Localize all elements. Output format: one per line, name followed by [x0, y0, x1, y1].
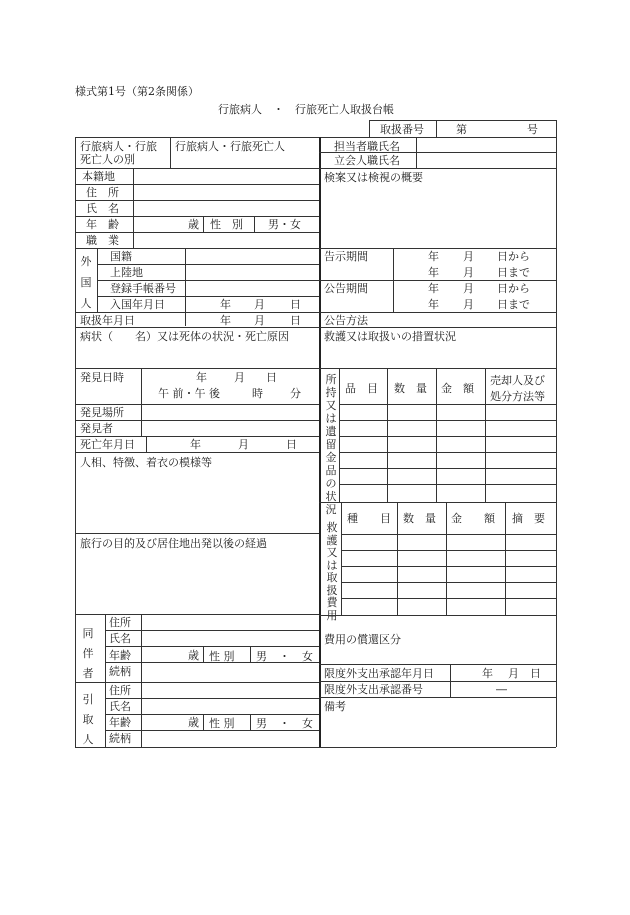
- rule: [319, 248, 556, 249]
- rule: [319, 615, 556, 616]
- hiki-onna: 女: [302, 717, 313, 730]
- rule: [75, 232, 319, 233]
- rule: [254, 216, 255, 232]
- rule: [319, 327, 556, 328]
- form-number: 様式第1号（第2条関係）: [75, 85, 199, 98]
- kyugo-sochi-label: 救護又は取扱いの措置状況: [324, 330, 456, 343]
- hiyo-row: [341, 550, 556, 551]
- toriatsukai-dai: 第: [456, 123, 467, 136]
- dohan-shimei: 氏名: [109, 632, 131, 645]
- hakken-nichiji-label: 発見日時: [80, 371, 124, 384]
- gendo-no-label: 限度外支出承認番号: [324, 683, 423, 696]
- gozen-gogo: 午 前・午 後: [158, 387, 220, 400]
- baikyaku-header-2: 処分方法等: [490, 390, 545, 403]
- biko-label: 備考: [324, 700, 346, 713]
- kokuseki-label: 国籍: [110, 250, 132, 263]
- hakken-m: 月: [234, 371, 245, 384]
- toriatsukai-label: 取扱番号: [380, 123, 424, 136]
- hakken-d: 日: [266, 371, 277, 384]
- gendo-d: 日: [530, 667, 541, 680]
- koukoku-kara: 日から: [497, 282, 530, 295]
- kokuji-m2: 月: [463, 266, 474, 279]
- gaikokujin-label: 外国人: [80, 255, 92, 310]
- rule: [75, 614, 319, 615]
- rule: [97, 296, 319, 297]
- seibetsu-label: 性 別: [210, 218, 243, 231]
- rule: [387, 368, 388, 502]
- rule: [203, 646, 204, 662]
- rule: [319, 280, 556, 281]
- rule: [75, 368, 319, 369]
- rule: [319, 664, 556, 665]
- kokuji-kara: 日から: [497, 250, 530, 263]
- sai-label: 歳: [188, 218, 199, 231]
- hiyo-row: [341, 534, 556, 535]
- toriatsukai-m: 月: [254, 314, 265, 327]
- shoji-row: [339, 452, 556, 453]
- nyukoku-y: 年: [220, 298, 231, 311]
- class-label-1: 行旅病人・行旅: [80, 140, 157, 153]
- rule: [170, 137, 171, 168]
- rule: [75, 248, 319, 249]
- rule: [339, 368, 340, 502]
- tanto-label: 担当者職氏名: [334, 140, 400, 153]
- hakken-fun: 分: [290, 387, 301, 400]
- rule: [250, 714, 251, 730]
- shoji-row: [339, 436, 556, 437]
- rule: [105, 662, 319, 663]
- koukoku-m2: 月: [463, 298, 474, 311]
- rule: [75, 404, 319, 405]
- hiki-sai: 歳: [188, 716, 199, 729]
- rule: [436, 120, 437, 137]
- shokugyo-label: 職 業: [86, 234, 119, 247]
- shoji-row: [339, 404, 556, 405]
- rule: [75, 216, 319, 217]
- suryo-header: 数 量: [394, 382, 427, 395]
- hiki-zokugara: 続柄: [109, 732, 131, 745]
- rule: [141, 368, 142, 404]
- hiyo-row: [341, 598, 556, 599]
- rule: [105, 714, 319, 715]
- rule: [203, 714, 204, 730]
- page-title: 行旅病人 ・ 行旅死亡人取扱台帳: [218, 103, 394, 116]
- dohan-otoko: 男: [256, 650, 267, 663]
- tekiyo-header: 摘 要: [512, 512, 545, 525]
- rule: [97, 264, 319, 265]
- jorikuchi-label: 上陸地: [110, 266, 143, 279]
- dohan-jusho: 住所: [109, 616, 131, 629]
- rule: [75, 200, 319, 201]
- gendo-m: 月: [508, 667, 519, 680]
- shurui-header: 種 目: [347, 512, 391, 525]
- kokuji-m1: 月: [463, 250, 474, 263]
- hakken-ji: 時: [252, 387, 263, 400]
- shokan-label: 費用の償還区分: [324, 633, 401, 646]
- rule: [319, 697, 556, 698]
- nenrei-label: 年 齢: [86, 218, 119, 231]
- center-divider: [319, 137, 321, 747]
- rule: [319, 168, 556, 169]
- gendo-no-dash: ―: [496, 683, 507, 696]
- rule: [319, 312, 556, 313]
- shoji-row: [339, 484, 556, 485]
- nyukoku-label: 入国年月日: [110, 298, 165, 311]
- frame-left: [75, 137, 76, 747]
- rule: [105, 646, 319, 647]
- toriatsukai-date-label: 取扱年月日: [80, 314, 135, 327]
- rule: [141, 614, 142, 747]
- rule: [185, 248, 186, 326]
- tachiai-label: 立会人職氏名: [334, 154, 400, 167]
- shoji-row: [339, 420, 556, 421]
- kokuji-y2: 年: [428, 266, 439, 279]
- gendo-y: 年: [482, 667, 493, 680]
- rule: [203, 216, 204, 232]
- hakken-y: 年: [196, 371, 207, 384]
- honseki-label: 本籍地: [82, 170, 115, 183]
- kokuji-y1: 年: [428, 250, 439, 263]
- hiki-seibetsu: 性 別: [209, 717, 235, 730]
- hakken-basho-label: 発見場所: [80, 406, 124, 419]
- rule: [75, 533, 319, 534]
- dohan-sai: 歳: [188, 649, 199, 662]
- rule: [250, 646, 251, 662]
- kokuji-label: 告示期間: [324, 250, 368, 263]
- toriatsukai-d: 日: [290, 314, 301, 327]
- koukoku-label: 公告期間: [324, 282, 368, 295]
- rule: [319, 152, 556, 153]
- hiki-nenrei: 年齢: [109, 716, 131, 729]
- byojo-label: 病状（ 名）又は死体の状況・死亡原因: [80, 330, 289, 343]
- koukoku-made: 日まで: [497, 298, 530, 311]
- toriatsukai-go: 号: [527, 123, 538, 136]
- class-label-2: 死亡人の別: [80, 153, 135, 166]
- rule: [75, 184, 319, 185]
- rule: [319, 368, 556, 369]
- dohan-onna: 女: [302, 650, 313, 663]
- toroku-label: 登録手帳番号: [110, 282, 176, 295]
- jusho-label: 住 所: [86, 186, 119, 199]
- dohan-nenrei: 年齢: [109, 649, 131, 662]
- rule: [105, 730, 319, 731]
- rule: [319, 502, 556, 503]
- rule: [75, 436, 319, 437]
- koukoku-y2: 年: [428, 298, 439, 311]
- rule: [485, 368, 486, 502]
- shibo-y: 年: [190, 438, 201, 451]
- rule: [146, 436, 147, 452]
- rule: [369, 120, 370, 137]
- rule: [75, 452, 319, 453]
- rule: [105, 614, 106, 747]
- hiyo-row: [341, 582, 556, 583]
- top-rule: [369, 120, 556, 121]
- hiki-shimei: 氏名: [109, 700, 131, 713]
- rule: [75, 682, 319, 683]
- baikyaku-header-1: 売却人及び: [490, 374, 545, 387]
- hiki-jusho: 住所: [109, 684, 131, 697]
- rule: [75, 168, 319, 169]
- rule: [436, 368, 437, 502]
- dohan-dot: ・: [279, 650, 290, 663]
- gendo-date-label: 限度外支出承認年月日: [324, 667, 434, 680]
- kingaku-header: 金 額: [441, 382, 474, 395]
- shibo-m: 月: [238, 438, 249, 451]
- class-value: 行旅病人・行旅死亡人: [175, 140, 285, 153]
- nyukoku-m: 月: [254, 298, 265, 311]
- shimei-label: 氏 名: [86, 202, 119, 215]
- hikitorinin-label: 引取人: [82, 693, 94, 746]
- dohansha-label: 同伴者: [82, 627, 94, 680]
- hakkensha-label: 発見者: [80, 422, 113, 435]
- koukoku-y1: 年: [428, 282, 439, 295]
- ryoko-label: 旅行の目的及び居住地出発以後の経過: [80, 537, 267, 550]
- hiki-otoko: 男: [256, 717, 267, 730]
- koukoku-m1: 月: [463, 282, 474, 295]
- kokuji-made: 日まで: [497, 266, 530, 279]
- toriatsukai-y: 年: [220, 314, 231, 327]
- hinmoku-header: 品 目: [345, 382, 378, 395]
- shibo-d: 日: [286, 438, 297, 451]
- rule: [556, 120, 557, 747]
- kenan-label: 検案又は検視の概要: [324, 171, 423, 184]
- koukoku-hoho-label: 公告方法: [324, 314, 368, 327]
- hiki-dot: ・: [279, 717, 290, 730]
- shibo-date-label: 死亡年月日: [80, 438, 135, 451]
- nyukoku-d: 日: [290, 298, 301, 311]
- suryo2-header: 数 量: [403, 512, 436, 525]
- dohan-zokugara: 続柄: [109, 665, 131, 678]
- frame-bottom: [75, 747, 556, 748]
- hiyo-row: [341, 566, 556, 567]
- shoji-label: 所持又は遺留金品の状況: [325, 373, 337, 516]
- dohan-seibetsu: 性 別: [209, 650, 235, 663]
- danjo-label: 男・女: [268, 218, 301, 231]
- shoji-row: [339, 468, 556, 469]
- rule: [75, 327, 319, 328]
- rule: [105, 630, 319, 631]
- rule: [105, 698, 319, 699]
- rule: [75, 420, 319, 421]
- rule: [97, 280, 319, 281]
- kingaku2-header: 金 額: [451, 512, 495, 525]
- frame-top: [75, 137, 556, 138]
- kyugo-hiyo-label: 救護又は取扱費用: [326, 521, 338, 622]
- rule: [133, 168, 134, 248]
- rule: [75, 312, 319, 313]
- ninso-label: 人相、特徴、着衣の模様等: [80, 456, 212, 469]
- rule: [319, 681, 556, 682]
